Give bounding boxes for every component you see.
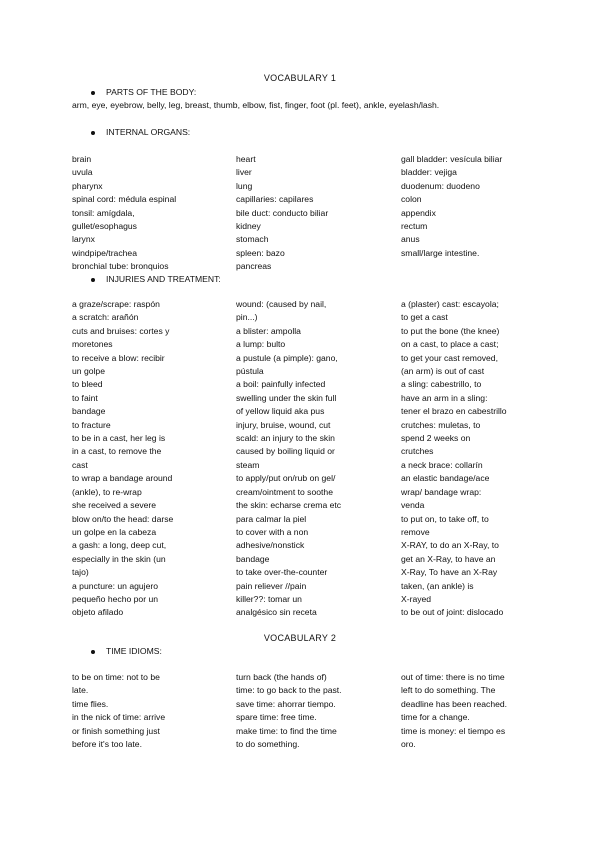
- vocab-line: larynx: [72, 234, 95, 245]
- vocab-line: liver: [236, 167, 252, 178]
- internal-organs-bullet: [91, 127, 190, 137]
- injuries-column-2: [236, 298, 396, 620]
- vocab-line: heart: [236, 154, 256, 164]
- vocab-line: cast: [72, 459, 88, 470]
- vocab-line: capillaries: capilares: [236, 194, 314, 205]
- vocab-line: taken, (an ankle) is: [401, 580, 474, 591]
- vocab-line: late.: [72, 685, 89, 696]
- vocab-line: gall bladder: vesícula biliar: [401, 154, 503, 164]
- vocab-line: analgésico sin receta: [236, 607, 317, 618]
- vocab-line: adhesive/nonstick: [236, 540, 305, 551]
- vocab-line: cuts and bruises: cortes y: [72, 325, 170, 336]
- vocab-line: bronchial tube: bronquios: [72, 261, 169, 272]
- time-idioms-heading: TIME IDIOMS:: [106, 646, 162, 656]
- vocab-line: uvula: [72, 167, 93, 178]
- body-parts-heading: PARTS OF THE BODY:: [106, 87, 197, 97]
- vocab-line: make time: to find the time: [236, 725, 337, 736]
- vocab-line: bile duct: conducto biliar: [236, 207, 329, 218]
- vocab-line: of yellow liquid aka pus: [236, 406, 325, 417]
- vocab-line: stomach: [236, 234, 269, 245]
- vocab-line: bladder: vejiga: [401, 167, 457, 178]
- vocab-line: in a cast, to remove the: [72, 446, 162, 457]
- vocab-line: to be in a cast, her leg is: [72, 433, 166, 444]
- vocab-line: (ankle), to re-wrap: [72, 486, 142, 497]
- vocab-line: to be on time: not to be: [72, 672, 160, 682]
- vocab-line: un golpe: [72, 366, 105, 377]
- vocab-line: venda: [401, 500, 425, 511]
- vocab-line: cream/ointment to soothe: [236, 486, 333, 497]
- vocab-line: deadline has been reached.: [401, 698, 508, 709]
- vocab-line: to fracture: [72, 419, 111, 430]
- vocab-line: a neck brace: collarín: [401, 459, 483, 470]
- vocab-line: steam: [236, 459, 260, 470]
- injuries-column-3: [401, 298, 561, 620]
- vocab-line: a graze/scrape: raspón: [72, 299, 160, 309]
- vocab-line: brain: [72, 154, 92, 164]
- vocab-line: to get your cast removed,: [401, 352, 498, 363]
- vocabulary-2-title: VOCABULARY 2: [263, 633, 337, 643]
- vocab-line: bandage: [236, 553, 270, 564]
- vocab-line: (an arm) is out of cast: [401, 366, 485, 377]
- organs-column-3: [401, 153, 561, 260]
- vocab-line: a lump: bulto: [236, 339, 286, 350]
- vocab-line: a sling: cabestrillo, to: [401, 379, 482, 390]
- vocab-line: have an arm in a sling:: [401, 392, 488, 403]
- vocab-line: a (plaster) cast: escayola;: [401, 299, 499, 309]
- vocab-line: time for a change.: [401, 712, 470, 723]
- vocab-line: an elastic bandage/ace: [401, 473, 490, 484]
- vocab-line: gullet/esophagus: [72, 221, 137, 232]
- vocab-line: X-RAY, to do an X-Ray, to: [401, 540, 499, 551]
- vocab-line: swelling under the skin full: [236, 392, 337, 403]
- vocab-line: blow on/to the head: darse: [72, 513, 174, 524]
- vocab-line: rectum: [401, 221, 428, 232]
- vocab-line: X-Ray, To have an X-Ray: [401, 567, 498, 578]
- vocab-line: anus: [401, 234, 420, 245]
- vocab-line: to apply/put on/rub on gel/: [236, 473, 336, 484]
- vocab-line: to take over-the-counter: [236, 567, 328, 578]
- vocab-line: scald: an injury to the skin: [236, 433, 335, 444]
- vocab-line: to wrap a bandage around: [72, 473, 173, 484]
- vocab-line: she received a severe: [72, 500, 157, 511]
- vocab-line: a boil: painfully infected: [236, 379, 326, 390]
- vocab-line: time flies.: [72, 698, 109, 709]
- vocab-line: colon: [401, 194, 422, 205]
- vocab-line: to be out of joint: dislocado: [401, 607, 504, 618]
- vocab-line: to put on, to take off, to: [401, 513, 489, 524]
- vocab-line: left to do something. The: [401, 685, 496, 696]
- vocab-line: pain reliever //pain: [236, 580, 307, 591]
- vocab-line: tener el brazo en cabestrillo: [401, 406, 507, 417]
- vocab-line: crutches: [401, 446, 434, 457]
- vocab-line: kidney: [236, 221, 261, 232]
- idioms-column-1: [72, 671, 232, 751]
- vocab-line: a blister: ampolla: [236, 325, 301, 336]
- body-parts-bullet: [91, 87, 196, 97]
- vocab-line: tonsil: amígdala,: [72, 207, 135, 218]
- vocab-line: before it's too late.: [72, 739, 142, 750]
- bullet-dot: [91, 278, 95, 282]
- bullet-dot: [91, 650, 95, 654]
- vocab-line: pústula: [236, 366, 264, 377]
- idioms-column-2: [236, 671, 396, 751]
- vocab-line: tajo): [72, 567, 89, 578]
- vocab-line: or finish something just: [72, 725, 160, 736]
- injuries-column-1: [72, 298, 232, 620]
- vocab-line: to get a cast: [401, 312, 448, 323]
- bullet-dot: [91, 91, 95, 95]
- internal-organs-heading: INTERNAL ORGANS:: [106, 127, 191, 137]
- vocab-line: killer??: tomar un: [236, 593, 302, 604]
- vocab-line: objeto afilado: [72, 607, 124, 618]
- vocab-line: to cover with a non: [236, 526, 309, 537]
- vocab-line: to faint: [72, 392, 98, 403]
- organs-column-1: [72, 153, 232, 274]
- bullet-dot: [91, 131, 95, 135]
- vocab-line: para calmar la piel: [236, 513, 307, 524]
- vocab-line: injury, bruise, wound, cut: [236, 419, 331, 430]
- vocab-line: especially in the skin (un: [72, 553, 166, 564]
- body-parts-text: arm, eye, eyebrow, belly, leg, breast, thumb, elbow, fist, finger, foot (pl. feet), ankle, eyelash/lash.: [72, 100, 440, 110]
- vocab-line: to receive a blow: recibir: [72, 352, 165, 363]
- vocab-line: to put the bone (the knee): [401, 325, 500, 336]
- vocab-line: pequeño hecho por un: [72, 593, 159, 604]
- vocab-line: un golpe en la cabeza: [72, 526, 157, 537]
- vocab-line: a puncture: un agujero: [72, 580, 159, 591]
- vocab-line: time: to go back to the past.: [236, 685, 342, 696]
- vocab-line: spend 2 weeks on: [401, 433, 471, 444]
- vocab-line: to bleed: [72, 379, 103, 390]
- vocab-line: wrap/ bandage wrap:: [401, 486, 482, 497]
- vocab-line: get an X-Ray, to have an: [401, 553, 496, 564]
- vocab-line: X-rayed: [401, 593, 432, 604]
- vocab-line: pin...): [236, 312, 258, 323]
- vocab-line: pancreas: [236, 261, 272, 272]
- vocab-line: duodenum: duodeno: [401, 180, 480, 191]
- vocab-line: appendix: [401, 207, 436, 218]
- vocab-line: out of time: there is no time: [401, 672, 505, 682]
- vocab-line: bandage: [72, 406, 106, 417]
- vocab-line: spleen: bazo: [236, 247, 285, 258]
- vocab-line: small/large intestine.: [401, 247, 480, 258]
- vocab-line: lung: [236, 180, 253, 191]
- idioms-column-3: [401, 671, 561, 751]
- vocab-line: windpipe/trachea: [72, 247, 137, 258]
- vocab-line: oro.: [401, 739, 416, 750]
- vocab-line: remove: [401, 526, 430, 537]
- vocab-line: a scratch: arañón: [72, 312, 139, 323]
- vocab-line: a gash: a long, deep cut,: [72, 540, 167, 551]
- vocab-line: caused by boiling liquid or: [236, 446, 335, 457]
- injuries-bullet: [91, 274, 221, 284]
- vocabulary-1-title: VOCABULARY 1: [263, 73, 337, 83]
- vocab-line: a pustule (a pimple): gano,: [236, 352, 338, 363]
- vocab-line: moretones: [72, 339, 113, 350]
- vocab-line: spinal cord: médula espinal: [72, 194, 177, 205]
- vocab-line: the skin: echarse crema etc: [236, 500, 342, 511]
- vocab-line: in the nick of time: arrive: [72, 712, 166, 723]
- time-idioms-bullet: [91, 646, 162, 656]
- vocab-line: time is money: el tiempo es: [401, 725, 506, 736]
- organs-column-2: [236, 153, 396, 274]
- vocab-line: to do something.: [236, 739, 300, 750]
- vocab-line: crutches: muletas, to: [401, 419, 481, 430]
- vocab-line: wound: (caused by nail,: [236, 299, 327, 309]
- vocab-line: on a cast, to place a cast;: [401, 339, 499, 350]
- vocab-line: turn back (the hands of): [236, 672, 327, 682]
- vocab-line: save time: ahorrar tiempo.: [236, 698, 336, 709]
- injuries-heading: INJURIES AND TREATMENT:: [106, 274, 221, 284]
- vocab-line: spare time: free time.: [236, 712, 317, 723]
- vocab-line: pharynx: [72, 180, 103, 191]
